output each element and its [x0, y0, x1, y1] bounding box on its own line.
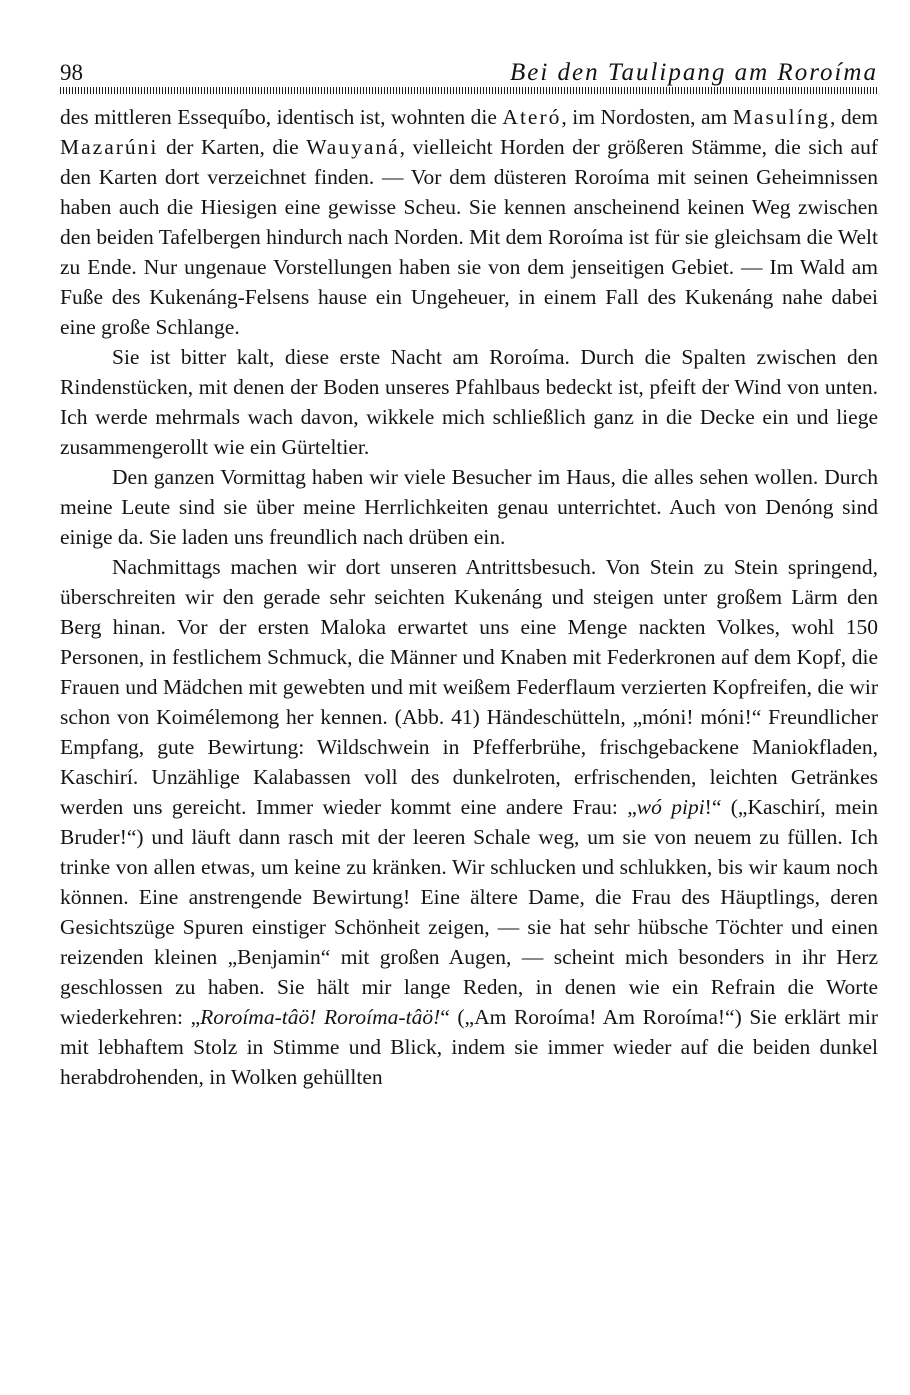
text-run: , im Nordosten, am [561, 105, 733, 129]
paragraph-1 [60, 102, 878, 342]
paragraph-3 [60, 462, 878, 552]
text-run: des mittleren Essequíbo, identisch ist, wohnten die [60, 105, 503, 129]
italic-phrase: Roroíma-tâö! Roroíma-tâö! [200, 1005, 441, 1029]
text-run: der Karten, die [158, 135, 307, 159]
spaced-name: Ateró [502, 105, 562, 129]
italic-phrase: wó pipi [636, 795, 705, 819]
text-run: Nachmittags machen wir dort unseren Antrittsbesuch. Von Stein zu Stein springend, überschreiten wir den gerade sehr seichten Kukenáng und steigen unter großem Lärm den Berg hinan. Vor der ersten Maloka erwartet uns eine Menge nackten Volkes, wohl 150 Personen, in festlichem Schmuck, die Männer und Knaben mit Federkronen auf dem Kopf, die Frauen und Mädchen mit gewebten und mit weißem Federflaum verzierten Kopfreifen, die wir schon von Koimélemong her kennen. (Abb. 41) Händeschütteln, „móni! móni!“ Freundlicher Empfang, gute Bewirtung: Wildschwein in Pfefferbrühe, frischgebackene Maniokfladen, Kaschirí. Unzählige Kalabassen voll des dunkelroten, erfrischenden, leichten Getränkes werden uns gereicht. Immer wieder kommt eine andere Frau: „ [60, 555, 878, 819]
paragraph-2 [60, 342, 878, 462]
book-page [60, 58, 878, 1092]
page-number: 98 [60, 60, 83, 85]
header-rule [60, 87, 878, 94]
spaced-name: Wauyaná [306, 135, 400, 159]
text-run: , dem [830, 105, 878, 129]
text-run: Den ganzen Vormittag haben wir viele Besucher im Haus, die alles sehen wollen. Durch meine Leute sind sie über meine Herrlichkeiten genau unterrichtet. Auch von Denóng sind einige da. Sie laden uns freundlich nach drüben ein. [60, 465, 878, 549]
spaced-name: Mazarúni [60, 135, 159, 159]
running-head [60, 58, 878, 92]
spaced-name: Masulíng [732, 105, 831, 129]
text-run: Sie ist bitter kalt, diese erste Nacht am Roroíma. Durch die Spalten zwischen den Rindenstücken, mit denen der Boden unseres Pfahlbaus bedeckt ist, pfeift der Wind von unten. Ich werde mehrmals wach davon, wikkele mich schließlich ganz in die Decke ein und liege zusammengerollt wie ein Gürteltier. [60, 345, 878, 459]
text-run: !“ („Kaschirí, mein Bruder!“) und läuft dann rasch mit der leeren Schale weg, um sie von neuem zu füllen. Ich trinke von allen etwas, um keine zu kränken. Wir schlucken und schlukken, bis wir kaum noch können. Eine anstrengende Bewirtung! Eine ältere Dame, die Frau des Häuptlings, deren Gesichtszüge Spuren einstiger Schönheit zeigen, — sie hat sehr hübsche Töchter und einen reizenden kleinen „Benjamin“ mit großen Augen, — scheint mich besonders in ihr Herz geschlossen zu haben. Sie hält mir lange Reden, in denen wie ein Refrain die Worte wiederkehren: „ [60, 795, 879, 1029]
running-title: Bei den Taulipang am Roroíma [509, 59, 878, 86]
paragraph-4 [60, 552, 878, 1092]
text-run: “ („Am Roroíma! Am Roroíma!“) Sie erklärt mir mit lebhaftem Stolz in Stimme und Blick, indem sie immer wieder auf die beiden dunkel herabdrohenden, in Wolken gehüllten [60, 1005, 878, 1089]
text-run: , vielleicht Horden der größeren Stämme, die sich auf den Karten dort verzeichnet finden. — Vor dem düsteren Roroíma mit seinen Geheimnissen haben auch die Hiesigen eine gewisse Scheu. Sie kennen anscheinend keinen Weg zwischen den beiden Tafelbergen hindurch nach Norden. Mit dem Roroíma ist für sie gleichsam die Welt zu Ende. Nur ungenaue Vorstellungen haben sie von dem jenseitigen Gebiet. — Im Wald am Fuße des Kukenáng-Felsens hause ein Ungeheuer, in einem Fall des Kukenáng nahe dabei eine große Schlange. [60, 135, 878, 339]
body-text [60, 102, 878, 1092]
